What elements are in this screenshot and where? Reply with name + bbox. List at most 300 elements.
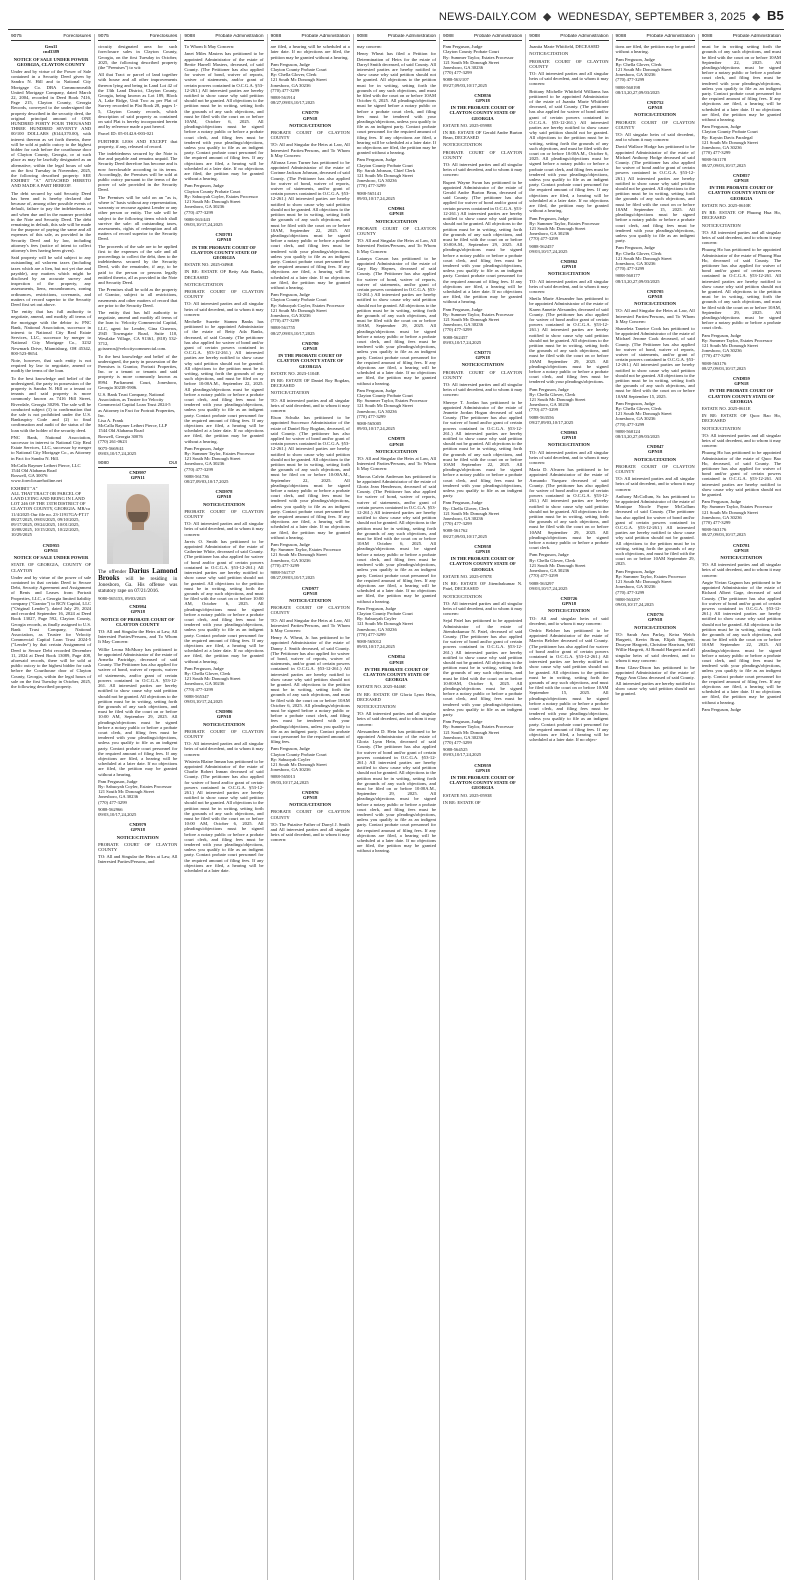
notice-code: CND979 GPN18	[129, 822, 147, 833]
legal-notice	[184, 489, 263, 704]
legal-notice	[271, 110, 350, 335]
publication-code: 9088-563176 08/27,09/03,10/17,2025	[701, 527, 746, 538]
notice-signature: Pam Ferguson, Judge Clayton County Probate Court By: Kaysin Davis Paralegal 121 South Mc Donough Street Jonesboro, GA 30236 (770) 477-3299	[701, 124, 758, 156]
legal-notice	[98, 44, 177, 456]
notice-paragraph: TO: All interested parties and all singular heirs of said decedent, and to whom it may concern:	[270, 397, 350, 413]
notice-title: NOTICE/CITATION	[720, 555, 763, 561]
column-header	[702, 34, 781, 41]
notice-title: NOTICE/CITATION	[634, 301, 677, 307]
notice-paragraph: tions are filed, the petition may be granted without a hearing.	[615, 44, 695, 55]
notice-paragraph: must be in writing setting forth the grounds of any such objections, and must be filed with the court on or before 10AM September 22, 2025. All pleadings/objections must be signed before a notary public or before a probate court clerk, and filing fees must be tendered with your pleadings/objections, unless you qualify to file as an indigent party. Contact probate court personnel for the required amount of filing fees. If any objections are filed, a hearing will be scheduled at a later date. If no objections are filed, the petition may be granted without a hearing.	[701, 44, 781, 123]
legal-notice	[11, 543, 91, 689]
notice-title: NOTICE/CITATION	[289, 597, 332, 603]
notice-signature: Pam Ferguson, Judge Clayton County Probate Court By: Sarah Johnson, Chief Clerk 121 South Mc Donough Street Jonesboro, GA 30236 (770) 477-3299	[356, 157, 416, 189]
notice-paragraph: The Premises shall be sold as the property of Grantor, subject to all restrictions, easements and other matters of record that are prior to the Security Deed.	[98, 287, 178, 308]
notice-paragraph: TO: All interested parties and all singular heirs of said decedent, and to whom it may concern:	[701, 562, 781, 578]
legal-notice	[98, 822, 177, 864]
notice-title: IN THE PROBATE COURT OF CLAYTON COUNTY STATE OF GEORGIA	[449, 556, 516, 572]
notice-title: NOTICE/CITATION	[289, 122, 332, 128]
notice-paragraph: ESTATE NO. 2025-0593E	[443, 792, 493, 798]
notice-paragraph: IN RE: ESTATE OF Betty Ada Banks, DECEASED	[184, 269, 264, 280]
notice-code: CND984 GPN18	[129, 604, 147, 615]
publication-code: 9088-563/443 09/03,10/17,24,2025	[184, 216, 223, 227]
legal-notice	[271, 341, 350, 581]
notice-signature: Pam Ferguson, Judge Clayton County Probate Court By: Chella Glover, Clerk 121 South Mc Donough Street Jonesboro, GA 30236 (770) 477-3299	[270, 61, 327, 93]
notice-title: NOTICE OF SALE UNDER POWER GEORGIA, CLAYTON COUNTY	[13, 56, 89, 67]
notice-paragraph: TO: All and Singular the Heirs at Law, All Interested Parties/Persons, and To Whom It May Concern:	[615, 308, 695, 324]
notice-code: CND776 GPN18	[646, 612, 664, 623]
notice-paragraph: TO: All interested parties and all singular heirs of said decedent, and to whom it may concern:	[443, 381, 523, 398]
notice-code: CND978 GPN18	[388, 436, 405, 447]
notice-signature: Pam Ferguson, Judge Clayton County Probate Court By: Sabuoyah Coyler 121 South Mc Donough Street Jonesboro, GA 30236 (770) 477-3299	[356, 605, 413, 637]
offender-notice-header	[98, 461, 177, 467]
notice-code: CND862 GPN18	[560, 258, 578, 270]
legal-notice	[616, 100, 695, 284]
notice-code: CND959 GPN18	[474, 762, 492, 773]
publication-code: EXHIBIT "A" ALL THAT TRACT OR PARCEL OF LAND LYING AND BEING IN LAND LOT 246 OF THE 13TH DISTRICT OF CLAYTON COUNTY, GEORGIA. MR/ca 11/4/2025 Our file no. 23-11917GA-FT17 08/27/2025, 09/03/2025, 09/10/2025, 09/17/2025, 09/24/2025, 10/01/2025, 10/08/2025, 10/15/2025, 10/22/2025, 10/29/2025	[11, 485, 90, 538]
notice-paragraph: Alessandrea D. Hein has petitioned to be appointed Administrator of the estate of Gloria Lynn Hein, deceased of said County. (The petitioner has also applied for waiver of bond and/or grant of certain powers contained in O.C.G.A. §53-12-261.) All interested parties are hereby notified to show cause why said petition should not be granted. All objections to the petition must be in writing, setting forth the grounds of any such objections, and must be filed on or before 10:00A.M., September 29, 2025. All pleadings/objections must be signed before a notary public or before a probate court clerk, and filing fees must be tendered with your pleadings/objections, unless you qualify to file as an indigent party. Contact probate court personnel for the required amount of filing fees. If any objections are filed, a hearing will be scheduled at a later date. If no objections are filed, the petition may be granted without a hearing.	[356, 728, 437, 854]
masthead	[0, 0, 792, 30]
notice-paragraph: TO: All and Singular the Heirs at Law, All Interested Parties/Persons, and To Whom It May Concern:	[356, 456, 437, 472]
notice-paragraph: PROBATE COURT OF CLAYTON COUNTY	[270, 130, 350, 141]
notice-paragraph: TO: All interested parties and all singular heirs of said decedent, and to whom it may concern:	[701, 229, 781, 246]
notice-title: NOTICE/CITATION	[634, 456, 677, 462]
classification-title: Probate Administration	[732, 34, 781, 39]
notice-paragraph: TO: All interested parties and all singular heirs of said decedent, and to whom it may concern:	[529, 71, 609, 87]
legal-notice	[702, 543, 781, 712]
notice-paragraph: All that Tract or parcel of land together with house and all other improvements thereon lying and being in Land Lot 42 of the 13th Land District, Clayton County, Georgia, being known as Lot 189, Block A, Lake Ridge, Unit Two as per Plat of Survey recorded in Plat Book 28, pages 1-5, Clayton County records, which description of said property as contained on said Plat is hereby incorporated herein and by reference made a part hereof.	[98, 72, 178, 130]
notice-paragraph: PROBATE COURT OF CLAYTON COUNTY	[615, 463, 695, 475]
notice-paragraph: ESTATE NO. 2025-0446E	[356, 684, 406, 690]
publication-code: 9088-563176 08/27,09/03,10/17,2025	[701, 360, 746, 371]
publication-code: 9088-561755 08/27,09/03,10/17,2025	[270, 325, 315, 336]
notice-paragraph: TO: The Putative Father of Darryl J. Smith and All interested parties and all singular heirs of said decedent, and to whom it may concern:	[270, 821, 350, 843]
notice-title: NOTICE/CITATION	[547, 608, 590, 614]
notice-signature: Pam Ferguson, Judge By: Summer Taylor, Estates Processor 121 South Mc Donough Street Jonesboro, GA 30236 (770) 477-3299	[270, 542, 342, 568]
notice-code: CND863 GPN18	[560, 430, 578, 441]
column-header	[184, 34, 263, 41]
notice-signature: Pam Ferguson, Judge By: Chella Glover, Clerk 121 South Mc Donough Street Jonesboro, GA 30236 (770) 477-3299	[529, 386, 586, 413]
notice-title: NOTICE/CITATION	[289, 802, 332, 808]
notice-signature: Pam Ferguson, Judge Clayton County Probate Court By: Sabuoyah Coyler, Estates Processor 121 South Mc Donough Street Jonesboro, GA 30236 (770) 477-3299	[184, 183, 259, 215]
notice-paragraph: PROBATE COURT OF CLAYTON COUNTY	[184, 508, 264, 520]
column-header	[357, 34, 436, 41]
classification-title: Foreclosures	[63, 34, 92, 39]
legal-notice	[529, 44, 608, 254]
notice-paragraph: IN RE: ESTATE OF Phuong Hua Ho, DECEASED	[701, 210, 781, 221]
notice-signature: Pam Ferguson, Judge By: Summer Taylor, Estates Processor 121 South Mc Donough Street Jonesboro, GA 30236 (770) 477-3299	[184, 445, 255, 472]
notice-paragraph: Anthony McCollum, Sr. has petitioned to be appointed Administrator of the estate of Monique Nicole Payne McCollum deceased of said County. (The petitioner has also applied for waiver of bond and/or grant of certain powers contained in O.C.G.A. §53-12-261.) All interested parties are hereby notified to show cause why said petition should not be granted. All objections to the petition must be in writing, setting forth the grounds of any such objections, and must be filed with the court on or before 10AM September 29, 2025.	[615, 493, 695, 567]
notice-title: IN THE PROBATE COURT OF CLAYTON COUNTY STATE OF GEORGIA	[276, 353, 344, 369]
notice-paragraph: TO: All and Singular the Heirs at Law, All Interested Parties/Persons, and	[98, 854, 178, 865]
notice-title: IN THE PROBATE COURT OF CLAYTON COUNTY STATE OF GEORGIA	[449, 105, 516, 121]
notice-paragraph: TO: All interested parties and all singular heirs of said decedent, and to whom it may concern:	[529, 278, 609, 294]
notice-title: NOTICE/CITATION	[461, 362, 504, 368]
classification-code: 9088	[184, 34, 196, 39]
notice-paragraph: Phuong Ho has petitioned to be appointed Administrator of the estate of Phuong Hua Ho, deceased of said County. The petitioner has also applied for waiver of bond and/or grant of certain powers contained in O.C.G.A. §53-12-261. All interested parties are hereby notified to show cause why said petition should not be granted. All objections to the petition must be in writing, setting forth the grounds of any such objections, and must be filed with the court on or before 10AM, September 29, 2025. All pleadings/objections must be signed before a notary public or before a probate court clerk.	[701, 247, 781, 331]
notice-code: CND986 GPN18	[215, 709, 233, 720]
notice-code: CND856 GPN18	[474, 92, 492, 104]
notice-paragraph: ESTATE NO. 2023-1104E	[270, 370, 320, 376]
photo-body	[113, 530, 163, 564]
notice-paragraph: The proceeds of the sale are to be applied first to the expenses of the sale and all proceedings to collect the debt, then to the indebtedness secured by the Security Deed, with the remainder, if any, to be paid to the person or persons legally entitled thereto, all as provided in the Note and Security Deed.	[98, 243, 178, 285]
legal-notice	[443, 544, 522, 758]
classification-title: Probate Administration	[387, 34, 437, 39]
notice-paragraph: PROBATE COURT OF CLAYTON COUNTY	[529, 58, 609, 69]
notice-paragraph: ESTATE NO. 2025-0598E	[443, 122, 493, 128]
classification-code: 9088	[701, 34, 713, 39]
notice-paragraph: PROBATE COURT OF CLAYTON COUNTY	[615, 119, 695, 130]
offender-text-pre: The offender	[98, 569, 127, 576]
publication-code: 9088-565013 09/03,10/17,24,2025	[270, 774, 309, 785]
notice-paragraph: The entity that has full authority to negotiate, amend, and modify all terms of the mortgage with the debtor is: PNC Bank, National Association, successor in interest to National City Real Estate Services, LLC, successor by merger to National City Mortgage Co., 3232 Newmark Drive, Miamisburg, OH 45342, 800-523-8654.	[11, 309, 92, 356]
notice-paragraph: Latanya Carson has petitioned to be appointed Administrator of the estate of Gary Ray Haynes, deceased of said County. (The Petitioner has also applied for waiver of bond, waiver of reports, waiver of statements, and/or grant of certain powers contained in O.C.G.A. §53-12-261.) All interested parties are hereby notified to show cause why said petition should not be granted. All objections to the petition must be in writing, setting forth the grounds of any such objections, and must be filed with the court on or before 10AM, September 29, 2025. All pleadings/objections must be signed before a notary public or before a probate court clerk, and filing fees must be tendered with your pleadings/objections, unless you qualify to file as an indigent party. Contact probate court personnel for the required amount of filing fees. If any objections are filed, a hearing will be scheduled at a later date. If no objections are filed, the petition may be granted without a hearing.	[356, 255, 437, 386]
notice-paragraph: To the best knowledge and belief of the undersigned, the party in possession of the Premises is Grantor, Portrait Properties, Inc. or a tenant or tenants and said property is more commonly known as 8994 Parliament Court, Jonesboro, Georgia 30238-5906.	[98, 353, 178, 390]
notice-title: NOTICE/CITATION	[202, 721, 245, 727]
column-4	[267, 34, 353, 1580]
notice-paragraph: The entity that has full authority to negotiate, amend and modify all terms of the loan is: Velocity Commercial Capital, LLC, agent for Lender, Gina Cisneros, 2945 Townsgate Road, Suite 110, Westlake Village, CA 91361, (818) 532-3712, gcisneros@velocitycommercial.com.	[98, 309, 178, 352]
legal-notice	[357, 654, 436, 853]
notice-paragraph: ESTATE NO. 2025-0610E	[701, 202, 751, 208]
notice-title: IN THE PROBATE COURT OF CLAYTON COUNTY STATE OF GEORGIA	[363, 666, 430, 683]
legal-notice	[702, 173, 781, 371]
notice-paragraph: Shaneleia Taneice Cook has petitioned to be appointed Administrator of the estate of Michael Jerome Cook deceased, of said County. (The Petitioner has also applied for waiver of bond, waiver of reports, waiver of statements, and/or grant of certain powers contained in O.C.G.A. §53-12-261.) All interested parties are hereby notified to show cause why said petition should not be granted. All objections to the petition must be in writing, setting forth the grounds of any such objections, and must be filed with the court on or before 10AM September 15, 2025.	[615, 325, 695, 399]
column-7	[525, 34, 611, 1580]
notice-paragraph: Under and by virtue of the Power of Sale contained in a Security Deed given by Sandra N. Hill and to National City Mortgage Co. DBA Commonwealth United Mortgage Company, dated March 22, 2004, recorded in Deed Book 7416, Page 215, Clayton County, Georgia Records, conveyed to the undersigned the property described in the security deed, the original principal amount of ONE HUNDRED FORTY FOUR THOUSAND THREE HUNDRED SEVENTY AND 00/100 DOLLARS ($144,370.00), with interest thereon as set forth therein, there will be sold at public outcry to the highest bidder for cash before the courthouse door of Clayton County, Georgia, or at such place as may be lawfully designated as an alternative, within the legal hours of sale on the first Tuesday in November, 2025, the following described property: SEE EXHIBIT "A" ATTACHED HERETO AND MADE A PART HEREOF.	[11, 69, 92, 189]
notice-paragraph: Under and by virtue of the power of sale contained in that certain Deed to Secure Debt, Security Agreement and Assignment of Rents and Leases from Portrait Properties, LLC, a Georgia limited liability company ("Grantor") to RCN Capital, LLC ("Original Lender"), dated July 29, 2024 and recorded September 16, 2024 at Deed Book 13027, Page 592, Clayton County, Georgia records, as finally assigned to U.S. Bank Trust Company, National Association, as Trustee for Velocity Commercial Capital Loan Trust 2024-5 ("Lender") by that certain Assignment of Deed to Secure Debt recorded December 11, 2024 at Deed Book 13089, Page 408, aforesaid records, there will be sold at public outcry to the highest bidder for cash before the Courthouse door of Clayton County, Georgia, within the legal hours of sale on the first Tuesday in October, 2025, the following described property.	[11, 574, 92, 689]
notice-code: CND726 GPN18	[560, 595, 578, 607]
masthead-text	[439, 8, 784, 23]
notice-title: IN THE PROBATE COURT OF CLAYTON COUNTY STATE OF GEORGIA	[708, 388, 775, 404]
notice-code: CND705 GPN18	[646, 288, 664, 299]
column-1	[8, 34, 94, 1580]
notice-signature: Pam Ferguson, Judge By: Chella Glover, Clerk 121 South Mc Donough Street Jonesboro, GA 30236 (770) 477-3299	[443, 500, 500, 527]
legal-notice	[702, 376, 781, 538]
column-3	[180, 34, 266, 1580]
notice-code: CND854 GPN18	[388, 654, 405, 665]
classification-code: 9080	[98, 461, 109, 467]
classification-code: 9088	[270, 34, 282, 39]
notice-signature: Pam Ferguson, Judge By: Chella Glover, Clerk 121 South Mc Donough Street Jonesboro, GA 30236 (770) 477-3299	[615, 400, 672, 427]
notice-paragraph: Mechelle Suzette Stamm Banks has petitioned to be appointed Administrator of the estate of Betty Ada Banks, deceased, of said County. (The petitioner has also applied for waiver of bond and/or grant of certain powers contained in O.C.G.A. §53-12-261.) All interested parties are hereby notified to show cause why said petition should not be granted. All objections to the petition must be in writing, setting forth the grounds of any such objections, and must be filed on or before 10:00A.M., September 22, 2025. All pleadings/objections must be signed before a notary public or before a probate court clerk, and filing fees must be tendered with your pleadings/objections, unless you qualify to file as an indigent party. Contact probate court personnel for the required amount of filing fees. If any objections are filed, a hearing will be scheduled at a later date. If no objections are filed, the petition may be granted without a hearing.	[184, 318, 264, 444]
publication-code: 9080-565153, 09/03/2025	[98, 596, 146, 602]
notice-paragraph: Angie Vivian Gagnon has petitioned to be appointed Administrator of the estate of Richard Albert Gage, deceased of said County. (The petitioner has also applied for waiver of bond and/or grant of certain powers contained in O.C.G.A. §53-12-261.) All interested parties are hereby notified to show cause why said petition should not be granted. All objections to the petition must be in writing, setting forth the grounds of any such objections, and must be filed with the court on or before 10AM September 22, 2025. All pleadings/objections must be signed before a notary public or before a probate court clerk, and filing fees must be tendered with your pleadings/objections, unless you qualify to file as an indigent party. Contact probate court personnel for the required amount of filing fees. If any objections are filed, a hearing will be scheduled at a later date. If no objections are filed, the petition may be granted without a hearing.	[701, 579, 781, 705]
notice-paragraph: Willie Leona McMurry has petitioned to be appointed Administrator of the estate of Armelia Partridge, deceased of said County. The Petitioner has also applied for waiver of bond, waiver of reports, waiver of statements, and/or grant of certain powers contained in O.C.G.A. §53-12-261. All interested parties are hereby notified to show cause why said petition should not be granted. All objections to the petition must be in writing, setting forth the grounds of any such objections, and must be filed with the court on or before 10:00 AM, September 29, 2025. All pleadings/objections must be signed before a notary public or before a probate court clerk, and filing fees must be tendered with your pleadings/objections, unless you qualify to file as an indigent party. Contact probate court personnel for the required amount of filing fees. If any objections are filed, a hearing will be scheduled at a later date. If no objections are filed, the petition may be granted without a hearing.	[98, 646, 178, 777]
publication-code: 9088-565141 09/03,10/17,24,2025	[356, 190, 395, 201]
notice-code: CND976 GPN18	[301, 789, 319, 801]
publication-code: 9088-561736 08/27,09/03,10/17,2025	[184, 473, 229, 485]
column-header	[616, 34, 695, 41]
column-header	[443, 34, 522, 41]
notice-paragraph: NOTICE/CITATION	[701, 425, 741, 431]
diamond-separator-icon: ◆	[542, 11, 552, 23]
publication-code: 9088-563297 09/03,10/17,24,2025	[615, 596, 654, 607]
publication-code: 9088-561737 08/27,09/03,10/17,2025	[270, 570, 315, 581]
notice-title: NOTICE/CITATION	[375, 218, 418, 224]
notice-code: CND955 GPN11	[42, 542, 60, 553]
legal-notice	[271, 790, 350, 843]
classification-title: Probate Administration	[215, 34, 264, 39]
notice-paragraph: Rupert Wayne Swan has petitioned to be appointed Administrator of the estate of Gerald Andre Burton Bean, deceased of said County. (The petitioner has also applied for waiver of bond and/or grant of certain powers contained in O.C.G.A. §53-12-261.) All interested parties are hereby notified to show cause why said petition should not be granted. All objections to the petition must be in writing, setting forth the grounds of any such objections, and must be filed with the court on or before 10:00A.M., September 29, 2025. All pleadings/objections must be signed before a notary public or before a probate court clerk, and filing fees must be tendered with your pleadings/objections, unless you qualify to file as an indigent party. Contact probate court personnel for the required amount of filing fees. If any objections are filed, a hearing will be scheduled at a later date. If no objections are filed, the petition may be granted without a hearing.	[443, 179, 523, 305]
legal-notice	[184, 44, 263, 227]
notice-paragraph: Marcus Calvin Anderson has petitioned to be appointed Administrator of the estate of Gloria Jean Henderson, deceased of said County. (The Petitioner has also applied for waiver of bond, waiver of reports, waiver of statements, and/or grant of certain powers contained in O.C.G.A. §53-12-261.) All interested parties are hereby notified to show cause why said petition should not be granted. All objections to the petition must be in writing, setting forth the grounds of any such objections, and must be filed with the court on or before 10AM October 6, 2025. All pleadings/objections must be signed before a notary public or before a probate court clerk, and filing fees must be tendered with your pleadings/objections, unless you qualify to file as an indigent party. Contact probate court personnel for the required amount of filing fees. If any objections are filed, a hearing will be scheduled at a later date. If no objections are filed, the petition may be granted without a hearing.	[356, 473, 437, 604]
notice-paragraph: Said property will be sold subject to any outstanding ad valorem taxes (including taxes which are a lien, but not yet due and payable), any matters which might be disclosed by an accurate survey and inspection of the property, any assessments, liens, encumbrances, zoning ordinances, restrictions, covenants, and matters of record superior to the Security Deed first set out above.	[11, 255, 92, 307]
notice-code: CND771 GPN18	[474, 349, 492, 361]
notice-signature: Pam Ferguson, Judge By: Summer Taylor, Estates Processor 121 South Mc Donough Street Jonesboro, GA 30236 (770) 477-3299	[701, 332, 773, 359]
notice-paragraph: Henry A. Wheat, Jr. has petitioned to be appointed Administrator of the estate of Danny J. Smith deceased, of said County. (The Petitioner has also applied for waiver of bond, waiver of reports, waiver of statements, and/or grant of certain powers contained in O.C.G.A. §53-12-261.) All interested parties are hereby notified to show cause why said petition should not be granted. All objections to the petition must be in writing, setting forth the grounds of any such objections, and must be filed with the court on or before 10AM October 6, 2025. All pleadings/objections must be signed before a notary public or before a probate court clerk, and filing fees must be tendered with your pleadings/objections, unless you qualify to file as an indigent party. Contact probate court personnel for the required amount of filing fees.	[270, 635, 350, 745]
notice-paragraph: NOTICE/CITATION	[270, 390, 310, 396]
notice-paragraph: To Whom It May Concern:	[184, 44, 235, 50]
notice-signature: Pam Ferguson, Judge Clayton County Probate Court By: Sabuoyah Coyler 121 South Mc Donough Street Jonesboro, GA 30236	[270, 746, 327, 773]
notice-code: CND978 GPN18	[215, 489, 233, 500]
notice-paragraph: Oedric Belcher has petitioned to be appointed Administrator of the estate of Marvin Belcher deceased of said County. (The petitioner has also applied for waiver of bond and/or grant of certain powers contained in O.C.G.A. §53-12-261.) All interested parties are hereby notified to show cause why said petition should not be granted. All objections to the petition must be in writing, setting forth the grounds of any such objections, and must be filed with the court on or before 10AM September 15, 2025. All pleadings/objections must be signed before a notary public or before a probate court clerk, and filing fees must be tendered with your pleadings/objections, unless you qualify to file as an indigent party. Contact probate court personnel for the required amount of filing fees. If any objections are filed, a hearing will be scheduled at a later date. If no objec-	[529, 627, 609, 743]
legal-notice	[271, 44, 350, 105]
notice-paragraph: NOTICE/CITATION	[443, 142, 482, 148]
notice-paragraph: ESTATE NO. 2025-0496E	[184, 262, 234, 268]
notice-code: CND752 GPN18	[646, 100, 664, 111]
notice-code: CND857 GPN18	[732, 172, 750, 184]
issue-date: WEDNESDAY, SEPTEMBER 3, 2025	[557, 11, 746, 23]
column-header	[271, 34, 350, 41]
notice-paragraph: Sheila Marie Alexander has petitioned to be appointed Administrator of the estate of Karen Annette Alexander, deceased of said County. (The petitioner has also applied for waiver of bond and/or grant of certain powers contained in O.C.G.A. §53-12-261.) All interested parties are hereby notified to show cause why said petition should not be granted. All objections to the petition must be in writing, setting forth the grounds of any such objections, and must be filed with the court on or before 10AM September 29, 2025. All pleadings/objections must be signed before a notary public or before a probate court clerk, and filing fees must be tendered with your pleadings/objections.	[529, 296, 609, 385]
notice-signature: Pam Ferguson, Judge By: Summer Taylor, Estates Processor 121 South Mc Donough Street Jonesboro, GA 30236 (770) 477-3299	[529, 215, 600, 242]
notice-paragraph: Janet Miles Masters has petitioned to be appointed Administrator of the estate of Bertie Harrell Masters, deceased, of said County. (The Petitioner has also applied for waiver of bond, waiver of reports, waiver of statements, and/or grant of certain powers contained in O.C.G.A. §53-12-261.) All interested parties are hereby notified to show cause why said petition should not be granted. All objections to the petition must be in writing, setting forth the grounds of any such objections, and must be filed with the court on or before 10AM, October 6, 2025. All pleadings/objections must be signed before a notary public or before a probate court clerk, and filing fees must be tendered with your pleadings/objections, unless you qualify to file as an indigent party. Contact probate court personnel for the required amount of filing fees. If any objections are filed, a hearing will be scheduled at a later date. If no objections are filed, the petition may be granted without a hearing.	[184, 51, 264, 182]
notice-paragraph: PROBATE COURT OF CLAYTON COUNTY	[98, 841, 178, 852]
notice-paragraph: Maria D. Alvarez has petitioned to be appointed Administrator of the estate of Armando Vazquez deceased of said County. (The petitioner has also applied for waiver of bond and/or grant of certain powers contained in O.C.G.A. §53-12-261.) All interested parties are hereby notified to show cause why said petition should not be granted. All objections to the petition must be in writing, setting forth the grounds of any such objections, and must be filed with the court on or before 10AM September 29, 2025. All pleadings/objections must be signed before a notary public or before a probate court clerk.	[529, 467, 609, 551]
notice-paragraph: NOTICE/CITATION	[443, 593, 482, 599]
legal-notice	[443, 93, 522, 345]
notice-paragraph: TO: All and Singular the Heirs at Law, All Interested Parties/Persons, and To Whom It May Concern:	[270, 142, 350, 158]
legal-notice	[184, 709, 263, 873]
classification-title: Probate Administration	[474, 34, 523, 39]
publication-code: 9088-563/107 09/27,09/03,10/17,2025	[443, 77, 488, 88]
notice-signature: Pam Ferguson, Judge	[701, 706, 742, 712]
publication-code: 9088-561178 08/27,09/03,10/17,2025	[701, 157, 746, 168]
notice-signature: Pam Ferguson, Judge By: Chella Glover, Clerk 121 South Mc Donough Street Jonesboro, GA 30236 (770) 477-3299	[615, 245, 672, 272]
notice-title: NOTICE/CITATION	[634, 112, 677, 118]
notice-signature: Pam Ferguson, Judge Clayton County Probate Court By: Sabuoyah Coyler, Estates Processor 121 South Mc Donough Street Jonesboro, GA 30236 (770) 477-3299	[270, 292, 345, 324]
notice-title: IN THE PROBATE COURT OF CLAYTON COUNTY STATE OF GEORGIA	[708, 185, 775, 201]
legal-notice	[271, 586, 350, 785]
notice-signature: Pam Ferguson, Judge Clayton County Probate Court By: Summer Taylor, Estates Processor 121 South Mc Donough Street Jonesboro, GA 30236 (770) 477-3299	[443, 44, 514, 76]
notice-paragraph: TO: All singular heirs of said decedent, and to whom it may concern:	[615, 132, 695, 143]
notice-paragraph: TO: All interested parties and all singular heirs of said decedent, and to whom it may concern:	[184, 521, 264, 537]
notice-signature: Pam Ferguson, Judge By: Chella Glover, Clerk 121 South Mc Donough Street Jonesboro, GA 30236 (770) 477-3299	[184, 665, 241, 692]
notice-paragraph: STATE OF GEORGIA, COUNTY OF CLAYTON	[11, 562, 92, 573]
column-6	[439, 34, 525, 1580]
notice-title: NOTICE/CITATION	[634, 624, 677, 630]
notice-paragraph: Elson Schultz has petitioned to be appointed Successor Administrator of the estate of Daniel Roy Bogdan, deceased, of said County. (The petitioner has also applied for waiver of bond and/or grant of certain powers contained in O.C.G.A. §53-12-261.) All interested parties are hereby notified to show cause why said petition should not be granted. All objections to the petition must be in writing, setting forth the grounds of any such objections, and must be filed on or before 10:00A.M., September 22, 2025. All pleadings/objections must be signed before a notary public or before a probate court clerk, and filing fees must be tendered with your pleadings/objections, unless you qualify to file as an indigent party. Contact probate court personnel for the required amount of filing fees. If any objections are filed, a hearing will be scheduled at a later date. If no objections are filed, the petition may be granted without a hearing.	[270, 415, 350, 540]
notice-paragraph: TO: All and Singular the Heirs at Law, All Interested Parties/Persons, and To Whom It May Concern:	[270, 617, 350, 633]
notice-title: NOTICE/CITATION	[547, 442, 590, 448]
classification-code: 9088	[529, 34, 540, 39]
publication-code: 9088-562966 09/03,10/17,24,2025	[98, 806, 137, 817]
notice-paragraph: PROBATE COURT OF CLAYTON COUNTY	[270, 605, 350, 616]
legal-notice	[702, 44, 781, 168]
notice-paragraph: Alfonza Leon Turner has petitioned to be appointed Administrator of the estate of Corinne Jackson Johnson, deceased of said County. (The Petitioner has also applied for waiver of bond, waiver of reports, waiver of statements, and/or grant of certain powers contained in O.C.G.A. §53-12-261.) All interested parties are hereby notified to show cause why said petition should not be granted. All objections to the petition must be in writing, setting forth the grounds of any such objections, and must be filed with the court on or before 10AM, September 22, 2025. All pleadings/objections must be signed before a notary public or before a probate court clerk, and filing fees must be tendered with your pleadings/objections, unless you qualify to file as an indigent party. Contact probate court personnel for the required amount of filing fees. If any objections are filed, a hearing will be scheduled at a later date. If no objections are filed, the petition may be granted without a hearing.	[270, 160, 350, 290]
notice-paragraph: TO: All interested parties and all singular heirs of said decedent, and to whom it may concern:	[443, 162, 523, 178]
legal-notice	[616, 444, 695, 607]
notice-paragraph: NOTICE/CITATION	[356, 703, 396, 709]
notice-title: NOTICE/CITATION	[375, 448, 418, 454]
legal-notice	[184, 232, 263, 484]
notice-paragraph: Henry Wheat has filed a Petition for Determination of Heirs for the estate of Darryl Smith deceased, of said County. All interested parties are hereby notified to show cause why said petition should not be granted. All objections to the petition must be in writing, setting forth the grounds of any such objections, and must be filed with the court on or before 10AM October 6, 2025. All pleadings/objections must be signed before a notary public or before a probate court clerk, and filing fees must be tendered with your pleadings/objections, unless you qualify to file as an indigent party. Contact probate court personnel for the required amount of filing fees. If any objections are filed, a hearing will be scheduled at a later date. If no objections are filed, the petition may be granted without a hearing.	[356, 51, 437, 156]
publication-code: 9088-563556 09/27,09/03,10/17,2025	[529, 414, 574, 425]
offender-notice	[98, 461, 177, 601]
notice-paragraph: PNC Bank, National Association, successor in interest to National City Real Estate Services, LLC, successor by merger to National City Mortgage Co., as Attorney in Fact for Sandra N. Hill.	[11, 434, 92, 461]
publication-code: 9088-560177 08/13,20,27,09/03/2025	[615, 273, 660, 284]
legal-notice	[443, 44, 522, 88]
notice-paragraph: TO: All interested parties and all singular heirs of said decedent, and to whom it may concern:	[529, 449, 609, 466]
site-name[interactable]: NEWS-DAILY.COM	[438, 11, 537, 23]
publication-code: 9088-561762 08/27,09/03,10/17,2025	[443, 528, 488, 539]
notice-signature: U.S. Bank Trust Company, National Association, as Trustee for Velocity Commercial Capital Loan Trust 2024-5 as Attorney in Fact for Portrait Properties, Inc. Lisa A. Frank McCalla Raymer Leibert Pierce, LLP 1544 Old Alabama Road Roswell, Georgia 30076 (770) 261-0623	[98, 392, 176, 444]
notice-paragraph: TO: All and Singular the Heirs at Law, All Interested Parties/Persons, and To Whom It May Concern:	[356, 238, 437, 254]
column-2	[94, 34, 180, 1580]
classification-title: Probate Administration	[560, 34, 609, 39]
notice-paragraph: ESTATE NO. 2025-0787E	[443, 573, 493, 579]
classification-code: 9088	[615, 34, 627, 39]
offender-photo	[107, 484, 169, 564]
notice-code: CND958 GPN18	[474, 543, 492, 555]
notice-paragraph: The debt secured by said Security Deed has been and is hereby declared due because of, among other possible events of default, failure to pay the indebtedness as and when due and in the manner provided in the Note and Security Deed. The debt remaining in default, this sale will be made for the purpose of paying the same and all expenses of this sale, as provided in the Security Deed and by law, including attorney's fees (notice of intent to collect attorney's fees having been given).	[11, 190, 92, 253]
publication-code: 9088-564525 09/03,10/17,24,2025	[443, 747, 482, 758]
legal-notice	[529, 430, 608, 591]
column-header	[98, 34, 177, 41]
legal-notice	[98, 604, 177, 817]
notice-paragraph: are filed, a hearing will be scheduled at a later date. If no objections are filed, the petition may be granted without a hearing.	[270, 44, 350, 60]
classification-code: 9088	[443, 34, 454, 39]
publication-code: 9075-5669/41 09/03,10/17,24,2025	[98, 446, 137, 457]
legal-notice	[529, 259, 608, 425]
notice-paragraph: Note, however, that such entity is not required by law to negotiate, amend or modify the terms of the loan.	[11, 357, 92, 374]
offender-name: Darius Lamond Brooks	[98, 567, 178, 583]
notice-signature: Pam Ferguson, Judge By: Chella Glover, Clerk 121 South Mc Donough Street Jonesboro, GA 30236 (770) 477-3299	[529, 552, 586, 579]
notice-code: CND961 GPN18	[388, 206, 405, 217]
notice-paragraph: The Premises will be sold on an "as is, where is" basis without any representation, warranty or recourse against Lender or any other person or entity. The sale will be subject to the following items which shall survive the sale: all outstanding taxes, assessments, rights of redemption and all matters of record superior to the Security Deed.	[98, 194, 178, 242]
notice-code: CND847 GPN18	[646, 444, 664, 455]
notice-paragraph: IN RE: ESTATE OF Daniel Roy Bogdan, DECEASED	[270, 377, 350, 389]
notice-signature: McCalla Raymer Leibert Pierce, LLC 1544 Old Alabama Road Roswell, GA 30076 www.foreclosurehotline.net	[11, 462, 81, 484]
notice-paragraph: Wisteria Blaine Inman has petitioned to be appointed Administrator of the estate of Charlie Robert Inman deceased of said County. (The petitioner has also applied for waiver of bond and/or grant of certain powers contained in O.C.G.A. §53-12-261.) All interested parties are hereby notified to show cause why said petition should not be granted. All objections to the petition must be in writing, setting forth the grounds of any such objections, and must be filed with the court on or before 10:00 AM, October 6, 2025. All pleadings/objections must be signed before a notary public or before a probate court clerk, and filing fees must be tendered with your pleadings/objections, unless you qualify to file as an indigent party. Contact probate court personnel for the required amount of filing fees. If any objections are filed, a hearing will be scheduled at a later date.	[184, 758, 264, 874]
legal-notice	[357, 436, 436, 649]
notice-signature: Pam Ferguson, Judge By: Sabuoyah Coyler, Estates Processor 121 South Mc Donough Street Jonesboro, GA 30236 (770) 477-3299	[98, 778, 172, 805]
publication-code: 9088-562457 09/03,10/17,24,2025	[529, 243, 568, 254]
notice-paragraph: Parcel ID: 05-0142A-003-021	[98, 131, 154, 137]
classification-title: Probate Administration	[301, 34, 350, 39]
notice-signature: Pam Ferguson, Judge By: Summer Taylor, Estates Processor 121 South Mc Donough Street Jonesboro, GA 30236 (770) 477-3299	[615, 568, 686, 595]
publication-code: 9088-565005 09/03,10/17,24,2025	[356, 421, 395, 432]
notice-paragraph: Sejal Patel has petitioned to be appointed Administrator of the estate of Jitendrakumar N. Patel, deceased of said County. (The petitioner has also applied for waiver of bond and/or grant of certain powers contained in O.C.G.A. §53-12-261.) All interested parties are hereby notified to show cause why said petition should not be granted. All objections to the petition must be in writing, setting forth the grounds of any such objections, and must be filed with the court on or before 10:00AM, October 6, 2025. All pleadings/objections must be signed before a notary public or before a probate court clerk, and filing fees must be tendered with your pleadings/objections, unless you qualify to file as an indigent party.	[443, 618, 523, 717]
notice-paragraph: PROBATE COURT OF CLAYTON COUNTY	[270, 809, 350, 820]
notice-paragraph: TO: All and Singular the Heirs at Law, All Interested Parties/Persons, and To Whom It May Concern:	[98, 629, 178, 645]
classification-code: 9075	[11, 34, 22, 39]
publication-code: 9088-562457 09/03,10/17,24,2025	[443, 334, 482, 345]
legal-notice	[357, 44, 436, 201]
publication-code: 9088-565347 09/03,10/17,24,2025	[184, 693, 223, 704]
notice-paragraph: TO: All interested parties and all singular heirs of said decedent, and to whom it may concern:	[701, 432, 781, 449]
notice-title: NOTICE/CITATION	[547, 271, 590, 277]
legal-notice	[357, 206, 436, 431]
notice-paragraph: IN RE: ESTATE OF Gerald Andre Burton Bean, DECEASED	[443, 130, 523, 141]
notice-signature: Pam Ferguson, Judge By: Chella Glover, Clerk 121 South Mc Donough Street Jonesboro, GA 30236 (770) 477-3299	[615, 56, 672, 83]
offender-text-post: will be residing in Jonesboro, Ga. His offense was statutory rape on 07/21/2016.	[98, 576, 178, 595]
column-8	[612, 34, 698, 1580]
column-9	[698, 34, 784, 1580]
legal-notice	[11, 44, 91, 537]
classification-title: Foreclosures	[149, 34, 178, 39]
notice-paragraph: NOTICE/CITATION	[529, 51, 569, 57]
notice-signature: Pam Ferguson, Judge Clayton County Probate Court By: Summer Taylor, Estates Processor 121 South Mc Donough Street Jonesboro, GA 30236 (770) 477-3299	[356, 387, 428, 419]
notice-signature: Pam Ferguson, Judge By: Summer Taylor, Estates Processor 121 South Mc Donough Street Jonesboro, GA 30236 (770) 477-3299	[443, 306, 514, 333]
notice-paragraph: ESTATE NO. 2025-0611E	[701, 406, 751, 411]
notice-paragraph: TO: All interested parties and all singular heirs of said decedent, and to whom it may concern:	[184, 741, 264, 757]
legal-notice	[616, 44, 695, 95]
notice-paragraph: FURTHER LESS AND EXCEPT that property, if any, released of record.	[98, 138, 178, 149]
notice-code: CND781 GPN18	[215, 232, 233, 243]
classification-title: Probate Administration	[646, 34, 695, 39]
notice-paragraph: NOTICE/CITATION	[701, 222, 741, 228]
notice-signature: Pam Ferguson, Judge By: Summer Taylor, Estates Processor 121 South Mc Donough Street Jonesboro, GA 30236 (770) 477-3299	[443, 719, 514, 745]
notice-title: NOTICE OF PROBATE COURT OF CLAYTON COUNTY	[100, 616, 175, 627]
notice-paragraph: NOTICE/CITATION	[184, 281, 224, 287]
diamond-separator-icon: ◆	[752, 11, 761, 23]
notice-paragraph: Brittany Michelle Whitfield Williams has petitioned to be appointed Administrator of the estate of Juanita Marie Whitfield deceased, of said County. (The petitioner has also applied for waiver of bond and/or grant of certain powers contained in O.C.G.A. §53-12-261.) All interested parties are hereby notified to show cause why said petition should not be granted. All objections to the petition must be in writing, setting forth the grounds of any such objections, and must be filed with the court on or before 10:00A.M., October 6, 2025. All pleadings/objections must be signed before a notary public or before a probate court clerk, and filing fees must be tendered with your pleadings/objections, unless you qualify to file as an indigent party. Contact probate court personnel for the required amount of filing fees. If any objections are filed, a hearing will be scheduled at a later date. If no objections are filed, the petition may be granted without a hearing.	[529, 88, 609, 214]
column-header	[11, 34, 91, 41]
notice-paragraph: TO: All interested parties and all singular heirs of said decedent, and to whom it may concern:	[184, 301, 264, 317]
legal-notice	[443, 763, 522, 805]
notice-title: NOTICE/CITATION	[202, 501, 245, 507]
classification-code: 9075	[98, 34, 109, 39]
notice-paragraph: TO: Sarah Ann Parlay, Keira Welch Hargrett, Kevin Bran, Elijah Hargrett, Dwayne Hargrett, Christine Harrison, Will Willie Hargrett, Al Ronald Hargrett and all singular heirs of said decedent, and to whom it may concern:	[615, 631, 695, 663]
notice-paragraph: TO: All and singular heirs of said decedent, and to whom it may concern:	[529, 615, 609, 626]
notice-code: CND781 GPN18	[732, 542, 750, 553]
notice-code: CND859 GPN18	[732, 375, 750, 387]
offender-text	[98, 568, 177, 594]
notice-paragraph: Phuong Ho has petitioned to be appointed Administrator of the estate of Quoc Bao Ho, deceased, of said County. The petitioner has also applied for waiver of bond and/or grant of certain powers contained in O.C.G.A. §53-12-261. All interested parties are hereby notified to show cause why said petition should not be granted.	[701, 450, 781, 498]
notice-signature: Pam Ferguson, Judge By: Summer Taylor, Estates Processor 121 South Mc Donough Street Jonesboro, GA 30236 (770) 477-3299	[701, 499, 773, 526]
classification-title: DUI	[169, 461, 178, 467]
notice-paragraph: PROBATE COURT OF CLAYTON COUNTY	[184, 728, 264, 739]
notice-paragraph: TO: All interested parties and all singular heirs of said decedent, and to whom it may concern:	[356, 711, 437, 727]
notice-title: IN THE PROBATE COURT OF CLAYTON COUNTY STATE OF GEORGIA	[449, 775, 516, 791]
notice-title: NOTICE/CITATION	[116, 834, 159, 840]
notice-paragraph: PROBATE COURT OF CLAYTON COUNTY	[356, 225, 437, 236]
notice-paragraph: TO: All interested parties and all singular heirs of said decedent, and to whom it may concern:	[615, 476, 695, 492]
legal-notice	[443, 350, 522, 539]
notice-paragraph: Juanita Marie Whitfield, DECEASED	[529, 44, 600, 50]
notice-paragraph: TO: All interested parties and all singular heirs of said decedent, and to whom it may concern:	[443, 600, 523, 617]
notice-paragraph: IN RE: ESTATE OF	[443, 799, 481, 805]
masthead-rule	[8, 29, 784, 30]
notice-code: CND997 GPN11	[129, 469, 147, 480]
notice-paragraph: To the best knowledge and belief of the undersigned, the party in possession of the property is Sandra N. Hill or a tenant or tenants and said property is more commonly known as 7416 Hill Street, Riverdale, Georgia 30296. The sale will be conducted subject (1) to confirmation that the sale is not prohibited under the U.S. Bankruptcy Code and (2) to final confirmation and audit of the status of the loan with the holder of the security deed.	[11, 375, 92, 433]
notice-paragraph: PROBATE COURT OF CLAYTON COUNTY	[184, 288, 264, 300]
legal-notice	[529, 596, 608, 742]
notice-code: CND779 GPN18	[301, 110, 319, 121]
publication-code: 9088-560124 08/13,20,27,09/03/2025	[615, 428, 660, 440]
notice-paragraph: Jarvis O. Smith has petitioned to be appointed Administrator of the estate of Catherine White, deceased of said County. (The petitioner has also applied for waiver of bond and/or grant of certain powers contained in O.C.G.A. §53-12-261.) All interested parties are hereby notified to show cause why said petition should not be granted. All objections to the petition must be in writing, setting forth the grounds of any such objections, and must be filed with the court on or before 10:00 AM, October 6, 2025. All pleadings/objections must be signed before a notary public or before a probate court clerk, and filing fees must be tendered with your pleadings/objections, unless you qualify to file as an indigent party. Contact probate court personnel for the required amount of filing fees. If any objections are filed, a hearing will be scheduled at a later date. If no objections are filed, the petition may be granted without a hearing.	[184, 538, 264, 664]
publication-code: 9088-560198 08/13,20,27,09/03/2025	[615, 84, 660, 95]
legal-notices-columns	[8, 34, 784, 1580]
notice-paragraph: Sherrye T. Jordan has petitioned to be appointed Administrator of the estate of Jeanette Jordan Hogan deceased of said County. (The petitioner has also applied for waiver of bond and/or grant of certain powers contained in O.C.G.A. §53-12-261.) All interested parties are hereby notified to show cause why said petition should not be granted. All objections to the petition must be in writing, setting forth the grounds of any such objections, and must be filed with the court on or before 10AM September 22, 2025. All pleadings/objections must be signed before a notary public or before a probate court clerk, and filing fees must be tendered with your pleadings/objections, unless you qualify to file as an indigent party.	[443, 399, 523, 499]
notice-paragraph: may concern:	[356, 44, 382, 50]
notice-paragraph: PROBATE COURT OF CLAYTON COUNTY	[443, 149, 523, 160]
publication-code: 9088-561914 08/27,09/03,10/17,2025	[270, 95, 315, 106]
notice-code: CND780 GPN18	[301, 340, 319, 351]
notice-title: NOTICE OF SALE UNDER POWER	[13, 555, 89, 561]
legal-notice	[616, 289, 695, 439]
